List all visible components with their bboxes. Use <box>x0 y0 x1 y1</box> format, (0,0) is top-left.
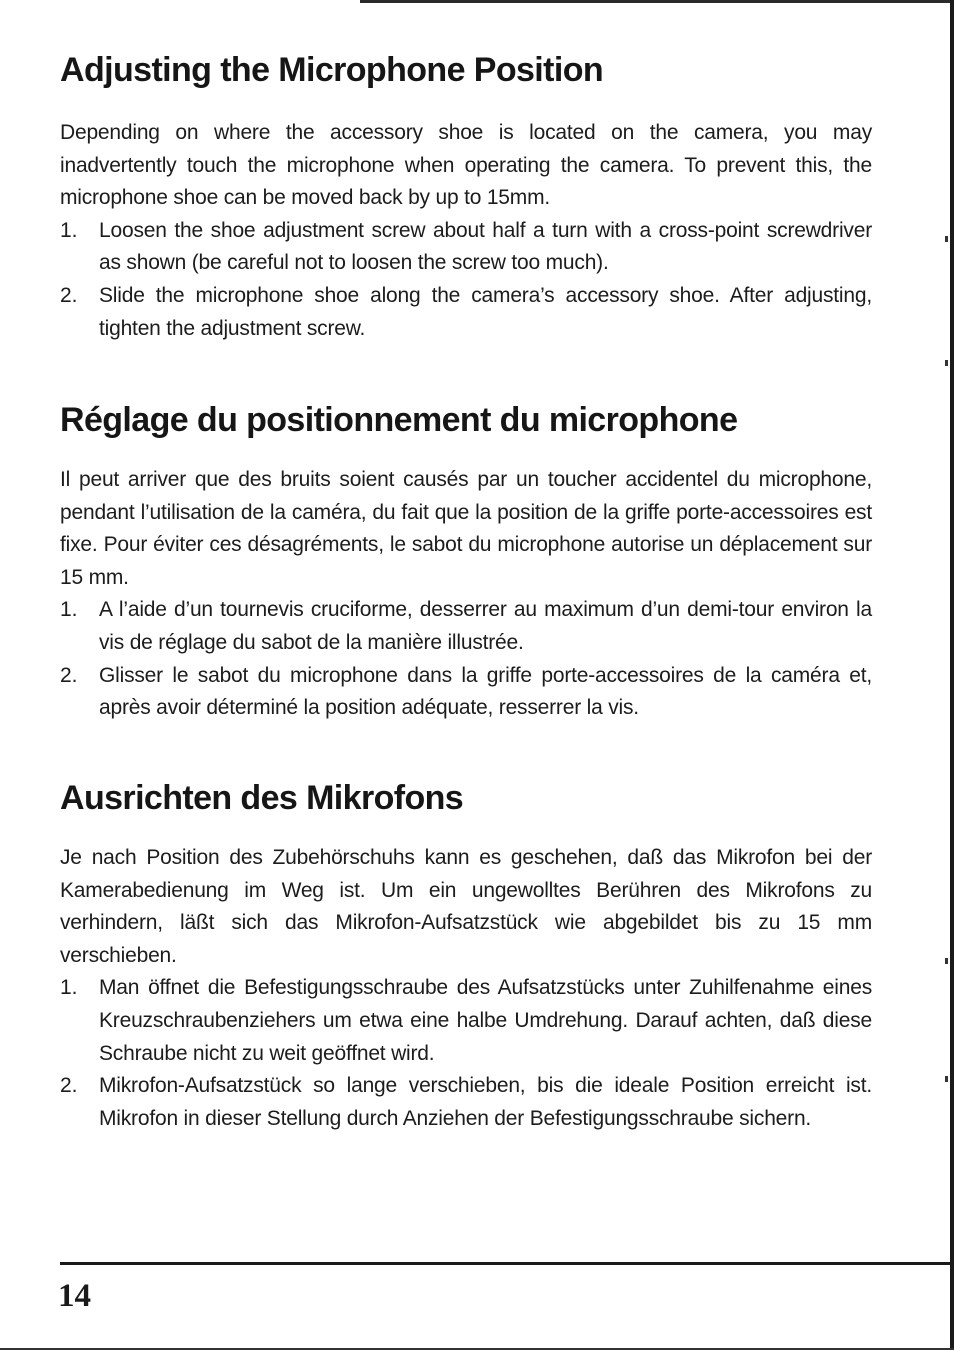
step-number: 2. <box>60 663 78 687</box>
step-number: 1. <box>60 976 78 1000</box>
step-text: Mikrofon-Aufsatzstück so lange verschieben, bis die ideale Position erreicht ist. Mikrofon in dieser Stellung durch Anziehen der Befestigungsschraube sichern. <box>99 1074 872 1130</box>
step-item <box>60 280 872 345</box>
scan-speck <box>945 958 948 964</box>
section-english <box>60 50 872 345</box>
section-heading: Réglage du positionnement du microphone <box>60 401 738 439</box>
section-heading: Ausrichten des Mikrofons <box>60 779 464 817</box>
step-item <box>60 215 872 280</box>
section-heading: Adjusting the Microphone Position <box>60 51 604 89</box>
step-text: Glisser le sabot du microphone dans la griffe porte-accessoires de la caméra et, après avoir déterminé la position adéquate, resserrer la vis. <box>99 663 872 720</box>
step-list <box>60 215 872 345</box>
step-text: Man öffnet die Befestigungsschraube des Aufsatzstücks unter Zuhilfenahme eines Kreuzschraubenziehers um etwa eine halbe Umdrehung. Darauf achten, daß diese Schraube nicht zu weit geöffnet wird. <box>99 976 872 1065</box>
section-intro: Je nach Position des Zubehörschuhs kann es geschehen, daß das Mikrofon bei der Kamerabedienung im Weg ist. Um ein ungewolltes Berühren des Mikrofons zu verhindern, läßt sich das Mikrofon-Aufsatzstück wie abgebildet bis zu 15 mm verschieben. <box>60 846 872 967</box>
footer-divider <box>60 1262 950 1265</box>
step-text: Slide the microphone shoe along the camera’s accessory shoe. After adjusting, tighten the adjustment screw. <box>99 283 872 340</box>
section-french <box>60 400 872 725</box>
section-intro: Depending on where the accessory shoe is located on the camera, you may inadvertently touch the microphone when operating the camera. To prevent this, the microphone shoe can be moved back by up to 15mm. <box>60 121 872 210</box>
section-german <box>60 778 872 1135</box>
step-number: 2. <box>60 283 78 307</box>
scan-speck <box>945 236 948 242</box>
step-text: A l’aide d’un tournevis cruciforme, desserrer au maximum d’un demi-tour environ la vis de réglage du sabot de la manière illustrée. <box>99 598 872 654</box>
scan-top-edge <box>360 0 954 3</box>
step-number: 1. <box>60 218 78 242</box>
step-item <box>60 1070 872 1135</box>
step-list <box>60 594 872 724</box>
step-list <box>60 972 872 1135</box>
scan-speck <box>945 360 948 366</box>
step-number: 2. <box>60 1074 78 1098</box>
step-text: Loosen the shoe adjustment screw about half a turn with a cross-point screwdriver as shown (be careful not to loosen the screw too much). <box>99 218 872 275</box>
scan-speck <box>945 1076 948 1082</box>
step-number: 1. <box>60 598 78 622</box>
step-item <box>60 660 872 725</box>
step-item <box>60 972 872 1070</box>
step-item <box>60 594 872 659</box>
section-intro: Il peut arriver que des bruits soient causés par un toucher accidentel du microphone, pendant l’utilisation de la caméra, du fait que la position de la griffe porte-accessoires est fixe. Pour éviter ces désagréments, le sabot du microphone autorise un déplacement sur 15 mm. <box>60 468 872 589</box>
page-number: 14 <box>58 1278 91 1314</box>
scan-right-edge <box>950 0 954 1350</box>
